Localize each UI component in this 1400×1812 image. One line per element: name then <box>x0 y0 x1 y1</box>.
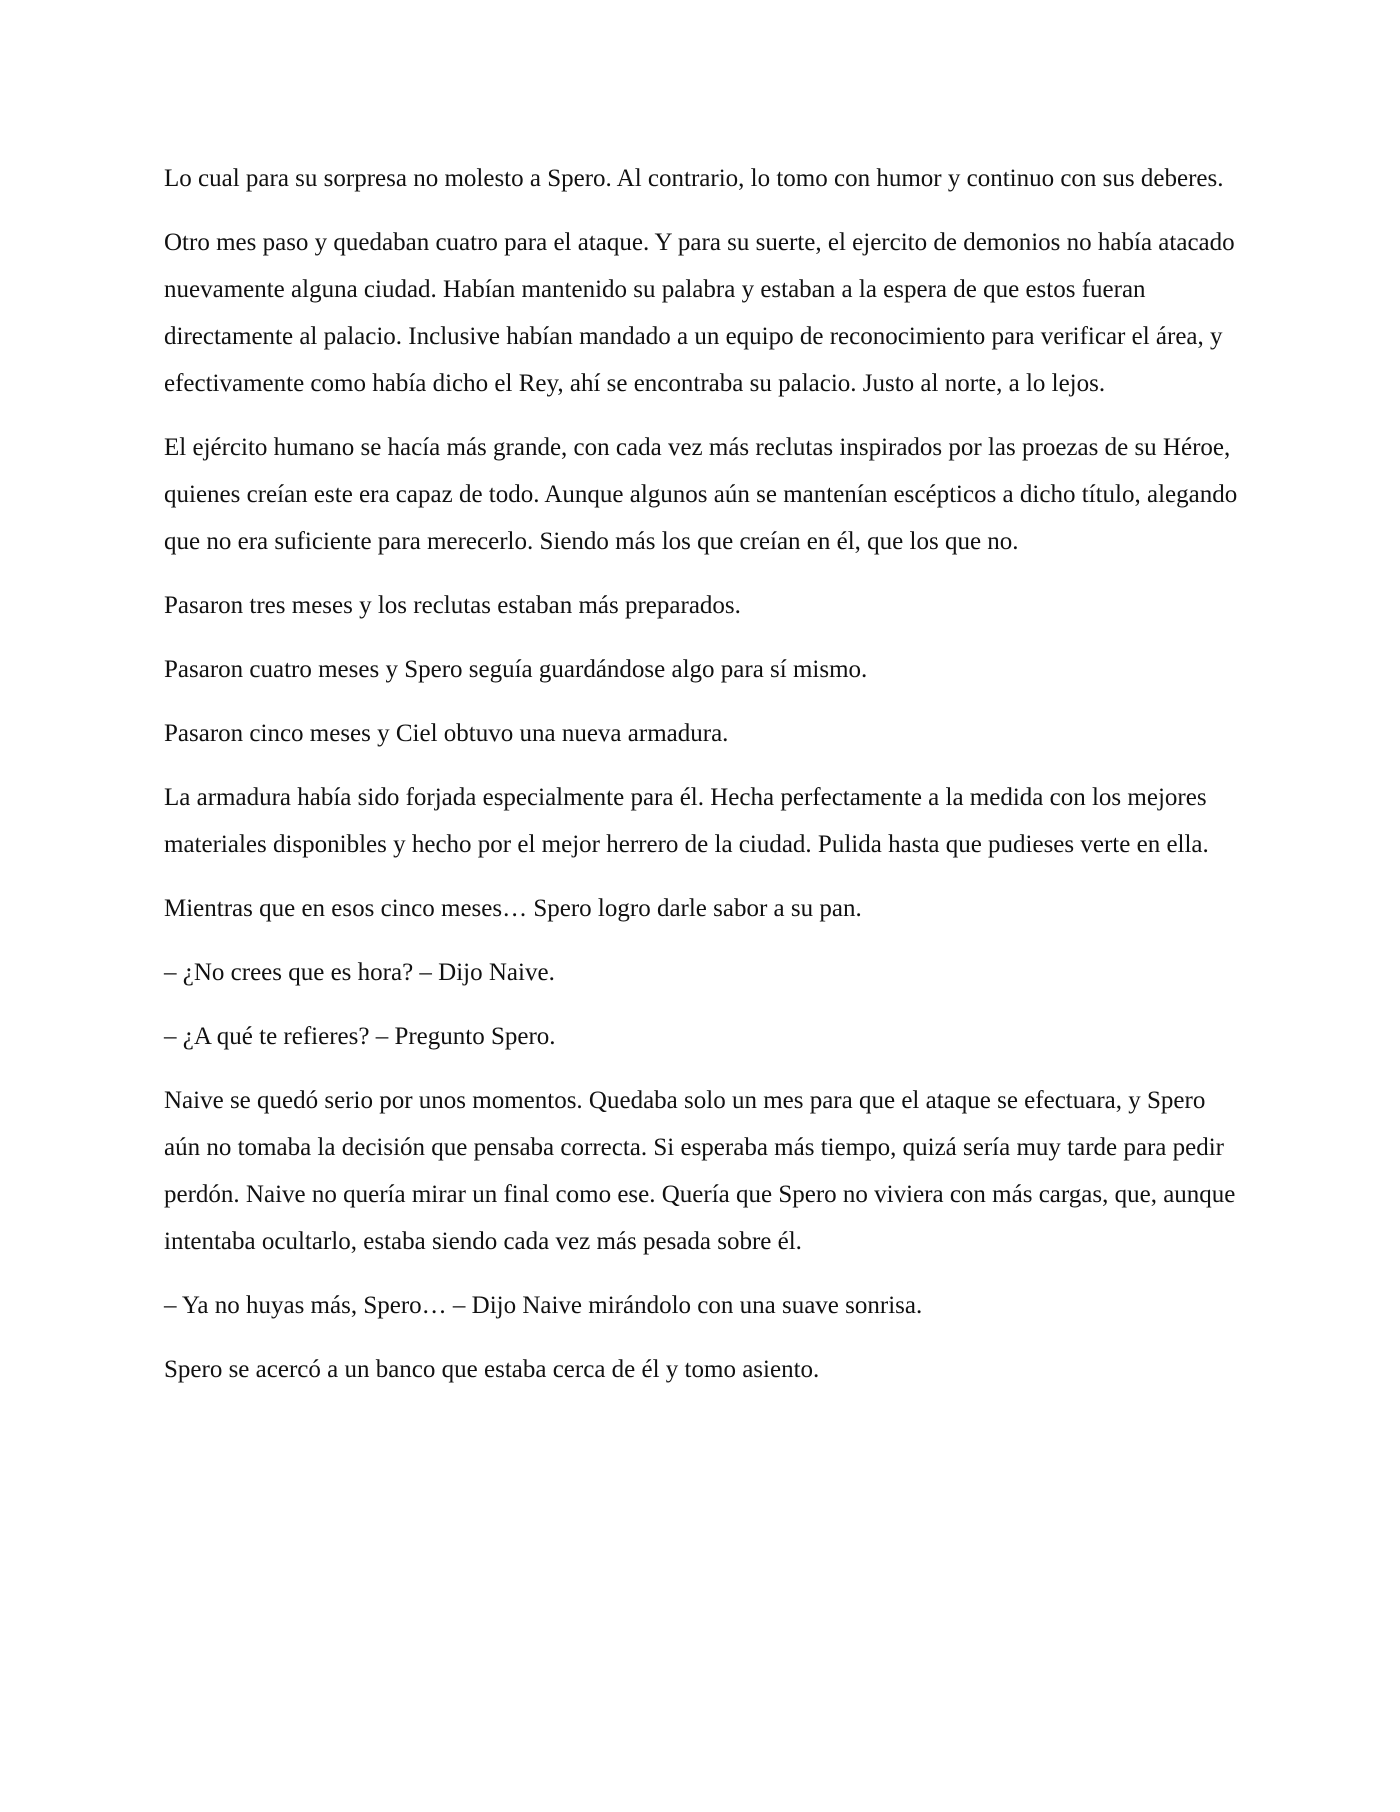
document-page <box>164 155 1244 1410</box>
paragraph: Pasaron cinco meses y Ciel obtuvo una nueva armadura. <box>164 720 729 747</box>
paragraph: Naive se quedó serio por unos momentos. Quedaba solo un mes para que el ataque se efectuara, y Spero aún no tomaba la decisión que pensaba correcta. Si esperaba más tiempo, quizá sería muy tarde para pedir perdón. Naive no quería mirar un final como ese. Quería que Spero no viviera con más cargas, que, aunque intentaba ocultarlo, estaba siendo cada vez más pesada sobre él. <box>164 1087 1236 1255</box>
paragraph: La armadura había sido forjada especialmente para él. Hecha perfectamente a la medida con los mejores materiales disponibles y hecho por el mejor herrero de la ciudad. Pulida hasta que pudieses verte en ella. <box>164 784 1209 858</box>
paragraph: Mientras que en esos cinco meses… Spero logro darle sabor a su pan. <box>164 895 862 922</box>
dialogue-line: – Ya no huyas más, Spero… – Dijo Naive mirándolo con una suave sonrisa. <box>164 1292 923 1319</box>
paragraph: Pasaron tres meses y los reclutas estaban más preparados. <box>164 592 741 619</box>
paragraph: Spero se acercó a un banco que estaba cerca de él y tomo asiento. <box>164 1356 820 1383</box>
paragraph: Lo cual para su sorpresa no molesto a Spero. Al contrario, lo tomo con humor y continuo con sus deberes. <box>164 165 1224 192</box>
paragraph: Otro mes paso y quedaban cuatro para el ataque. Y para su suerte, el ejercito de demonios no había atacado nuevamente alguna ciudad. Habían mantenido su palabra y estaban a la espera de que estos fueran directamente al palacio. Inclusive habían mandado a un equipo de reconocimiento para verificar el área, y efectivamente como había dicho el Rey, ahí se encontraba su palacio. Justo al norte, a lo lejos. <box>164 229 1235 397</box>
dialogue-line: – ¿No crees que es hora? – Dijo Naive. <box>164 959 555 986</box>
paragraph: El ejército humano se hacía más grande, con cada vez más reclutas inspirados por las proezas de su Héroe, quienes creían este era capaz de todo. Aunque algunos aún se mantenían escépticos a dicho título, alegando que no era suficiente para merecerlo. Siendo más los que creían en él, que los que no. <box>164 434 1238 555</box>
paragraph: Pasaron cuatro meses y Spero seguía guardándose algo para sí mismo. <box>164 656 868 683</box>
dialogue-line: – ¿A qué te refieres? – Pregunto Spero. <box>164 1023 556 1050</box>
